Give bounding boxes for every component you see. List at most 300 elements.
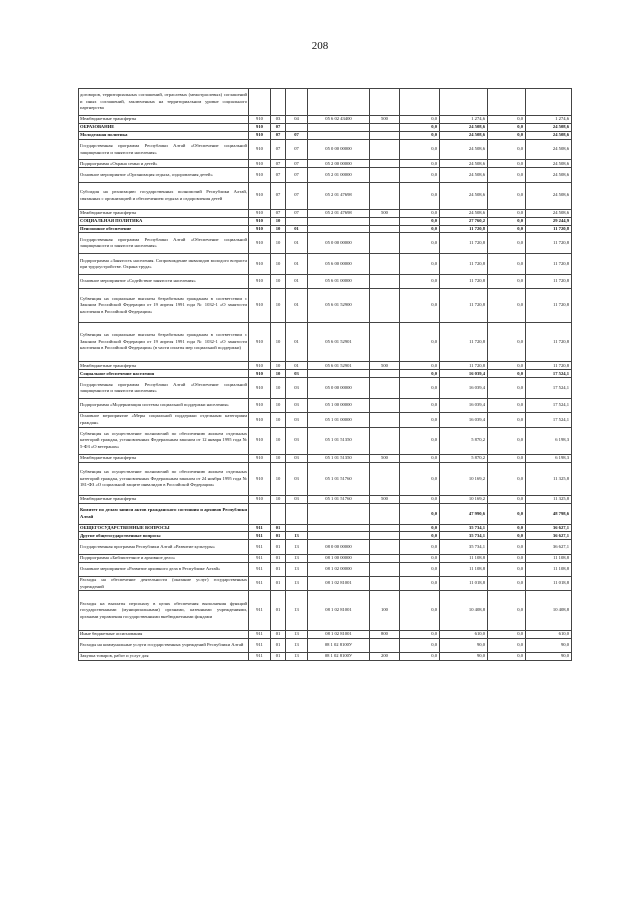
amount-1-cell: 0,0: [400, 362, 440, 370]
amount-1-cell: 0,0: [400, 576, 440, 590]
grbs-cell: 910: [249, 233, 271, 254]
amount-1-cell: 0,0: [400, 378, 440, 399]
subsection-cell: 01: [286, 254, 308, 275]
amount-1-cell: 0,0: [400, 631, 440, 639]
amount-3-cell: 0,0: [488, 116, 526, 124]
grbs-cell: 911: [249, 591, 271, 631]
subsection-cell: 13: [286, 562, 308, 576]
subsection-cell: 13: [286, 631, 308, 639]
row-name-cell: Основное мероприятие «Меры социальной поддержки отдельным категориям граждан»: [79, 413, 249, 427]
row-name-cell: Расходы на выплаты персоналу в целях обеспечения выполнения функций государственными (муниципальными) органами, казенными учреждениями, органами управления государственными внебюджетными фондами: [79, 591, 249, 631]
expense-type-cell: [370, 576, 400, 590]
table-row: [79, 413, 572, 427]
amount-1-cell: 0,0: [400, 274, 440, 288]
subsection-cell: 03: [286, 462, 308, 496]
amount-3-cell: 0,0: [488, 427, 526, 454]
subsection-cell: 01: [286, 233, 308, 254]
table-row: [79, 168, 572, 182]
row-name-cell: Расходы на коммунальные услуги государственных учреждений Республики Алтай: [79, 638, 249, 652]
amount-2-cell: 10 169,2: [440, 496, 488, 504]
grbs-cell: 911: [249, 532, 271, 540]
row-name-cell: Субсидия на реализацию государственных полномочий Республики Алтай, связанных с организацией и обеспечением отдыха и оздоровления детей: [79, 182, 249, 209]
section-cell: 07: [271, 160, 286, 168]
target-article-cell: [308, 225, 370, 233]
row-name-cell: СОЦИАЛЬНАЯ ПОЛИТИКА: [79, 217, 249, 225]
target-article-cell: 05 2 01 47698: [308, 209, 370, 217]
expense-type-cell: [370, 378, 400, 399]
target-article-cell: 08 1 02 8100У: [308, 638, 370, 652]
row-name-cell: Комитет по делам записи актов гражданского состояния и архивов Республики Алтай: [79, 503, 249, 524]
grbs-cell: 910: [249, 362, 271, 370]
target-article-cell: 05 1 00 00000: [308, 398, 370, 412]
grbs-cell: 910: [249, 427, 271, 454]
amount-3-cell: 0,0: [488, 182, 526, 209]
grbs-cell: 910: [249, 123, 271, 131]
grbs-cell: 911: [249, 653, 271, 661]
table-row: [79, 182, 572, 209]
expense-type-cell: [370, 524, 400, 532]
table-row: [79, 653, 572, 661]
row-name-cell: Межбюджетные трансферты: [79, 454, 249, 462]
grbs-cell: [249, 503, 271, 524]
amount-1-cell: 0,0: [400, 289, 440, 323]
table-row: [79, 160, 572, 168]
grbs-cell: 910: [249, 370, 271, 378]
section-cell: 10: [271, 427, 286, 454]
amount-1-cell: 0,0: [400, 116, 440, 124]
table-row: [79, 540, 572, 554]
target-article-cell: 05 6 01 52900: [308, 289, 370, 323]
expense-type-cell: [370, 182, 400, 209]
table-row: [79, 217, 572, 225]
expense-type-cell: [370, 540, 400, 554]
grbs-cell: 910: [249, 462, 271, 496]
subsection-cell: 07: [286, 139, 308, 160]
grbs-cell: 911: [249, 554, 271, 562]
row-name-cell: Основное мероприятие «Содействие занятости населения»: [79, 274, 249, 288]
row-name-cell: ОБЩЕГОСУДАРСТВЕННЫЕ ВОПРОСЫ: [79, 524, 249, 532]
table-row: [79, 378, 572, 399]
section-cell: 03: [271, 116, 286, 124]
subsection-cell: [286, 217, 308, 225]
subsection-cell: 13: [286, 576, 308, 590]
amount-2-cell: 24 508,6: [440, 182, 488, 209]
table-row: [79, 289, 572, 323]
section-cell: 10: [271, 378, 286, 399]
amount-2-cell: 1 274,6: [440, 116, 488, 124]
target-article-cell: 05 0 00 00000: [308, 233, 370, 254]
section-cell: 01: [271, 653, 286, 661]
row-name-cell: договоров, территориальных соглашений, отраслевых (межотраслевых) соглашений и иных соглашений, заключенных на территориальном уровне социального партнерства: [79, 89, 249, 116]
target-article-cell: [308, 532, 370, 540]
grbs-cell: 910: [249, 413, 271, 427]
target-article-cell: 05 1 01 00000: [308, 413, 370, 427]
table-row: [79, 576, 572, 590]
grbs-cell: 910: [249, 496, 271, 504]
expense-type-cell: 200: [370, 653, 400, 661]
amount-2-cell: 11 720,8: [440, 254, 488, 275]
amount-4-cell: 1 274,6: [526, 116, 572, 124]
amount-1-cell: 0,0: [400, 209, 440, 217]
subsection-cell: 13: [286, 653, 308, 661]
subsection-cell: 07: [286, 209, 308, 217]
grbs-cell: 910: [249, 254, 271, 275]
amount-2-cell: 11 720,8: [440, 289, 488, 323]
expense-type-cell: [370, 562, 400, 576]
amount-2-cell: 10 169,2: [440, 462, 488, 496]
grbs-cell: 910: [249, 225, 271, 233]
amount-2-cell: 47 990,6: [440, 503, 488, 524]
amount-2-cell: 610,0: [440, 631, 488, 639]
amount-2-cell: 11 018,8: [440, 576, 488, 590]
section-cell: 10: [271, 370, 286, 378]
amount-3-cell: 0,0: [488, 131, 526, 139]
target-article-cell: 05 2 00 00000: [308, 160, 370, 168]
target-article-cell: 08 1 02 00000: [308, 562, 370, 576]
amount-1-cell: 0,0: [400, 462, 440, 496]
amount-1-cell: 0,0: [400, 217, 440, 225]
subsection-cell: [286, 123, 308, 131]
section-cell: 01: [271, 540, 286, 554]
subsection-cell: 13: [286, 638, 308, 652]
amount-4-cell: 11 720,8: [526, 322, 572, 362]
section-cell: 10: [271, 274, 286, 288]
amount-1-cell: 0,0: [400, 182, 440, 209]
row-name-cell: Субвенция на осуществление полномочий по обеспечению жильем отдельных категорий граждан, установленных Федеральным законом от 24 ноября 1995 года № 181-ФЗ «О социальной защите инвалидов в Российской Федерации»: [79, 462, 249, 496]
amount-1-cell: 0,0: [400, 562, 440, 576]
amount-2-cell: [440, 89, 488, 116]
target-article-cell: [308, 131, 370, 139]
amount-3-cell: 0,0: [488, 540, 526, 554]
amount-1-cell: 0,0: [400, 322, 440, 362]
amount-4-cell: 11 720,8: [526, 362, 572, 370]
section-cell: 07: [271, 209, 286, 217]
amount-2-cell: 16 039,4: [440, 413, 488, 427]
budget-table: [78, 88, 572, 661]
amount-4-cell: 24 508,6: [526, 160, 572, 168]
amount-1-cell: 0,0: [400, 139, 440, 160]
amount-4-cell: 11 720,8: [526, 274, 572, 288]
target-article-cell: 05 6 01 52901: [308, 362, 370, 370]
subsection-cell: 03: [286, 427, 308, 454]
amount-2-cell: 10 408,8: [440, 591, 488, 631]
subsection-cell: [286, 524, 308, 532]
table-row: [79, 225, 572, 233]
grbs-cell: [249, 89, 271, 116]
amount-4-cell: 48 798,6: [526, 503, 572, 524]
section-cell: 10: [271, 398, 286, 412]
table-row: [79, 427, 572, 454]
section-cell: 10: [271, 362, 286, 370]
expense-type-cell: [370, 160, 400, 168]
target-article-cell: 05 0 00 00000: [308, 378, 370, 399]
section-cell: 01: [271, 532, 286, 540]
expense-type-cell: [370, 638, 400, 652]
amount-1-cell: 0,0: [400, 540, 440, 554]
amount-1-cell: 0,0: [400, 496, 440, 504]
expense-type-cell: 500: [370, 209, 400, 217]
amount-4-cell: 36 627,1: [526, 524, 572, 532]
amount-3-cell: 0,0: [488, 209, 526, 217]
subsection-cell: 13: [286, 591, 308, 631]
amount-4-cell: 24 508,6: [526, 123, 572, 131]
subsection-cell: 03: [286, 378, 308, 399]
target-article-cell: 05 6 01 52901: [308, 322, 370, 362]
amount-3-cell: 0,0: [488, 631, 526, 639]
subsection-cell: 01: [286, 225, 308, 233]
table-row: [79, 322, 572, 362]
subsection-cell: 13: [286, 532, 308, 540]
amount-2-cell: 24 508,6: [440, 160, 488, 168]
amount-3-cell: 0,0: [488, 591, 526, 631]
amount-4-cell: 29 244,9: [526, 217, 572, 225]
amount-3-cell: 0,0: [488, 576, 526, 590]
table-row: [79, 462, 572, 496]
row-name-cell: Государственная программа Республики Алтай «Обеспечение социальной защищенности и занятости населения»: [79, 378, 249, 399]
table-row: [79, 503, 572, 524]
amount-1-cell: 0,0: [400, 638, 440, 652]
table-row: [79, 554, 572, 562]
expense-type-cell: [370, 398, 400, 412]
amount-3-cell: 0,0: [488, 378, 526, 399]
subsection-cell: 13: [286, 540, 308, 554]
subsection-cell: [286, 503, 308, 524]
amount-4-cell: 90,0: [526, 638, 572, 652]
amount-2-cell: 90,0: [440, 638, 488, 652]
amount-1-cell: 0,0: [400, 123, 440, 131]
section-cell: 01: [271, 524, 286, 532]
subsection-cell: 07: [286, 131, 308, 139]
row-name-cell: Расходы на обеспечение деятельности (оказание услуг) государственных учреждений: [79, 576, 249, 590]
target-article-cell: 05 1 01 51760: [308, 496, 370, 504]
amount-1-cell: 0,0: [400, 532, 440, 540]
row-name-cell: Подпрограмма «Занятость населения. Сопровождение инвалидов молодого возраста при трудоустройстве. Охрана труда»: [79, 254, 249, 275]
table-row: [79, 123, 572, 131]
amount-4-cell: 17 524,1: [526, 398, 572, 412]
amount-2-cell: 11 108,8: [440, 554, 488, 562]
grbs-cell: 910: [249, 289, 271, 323]
amount-2-cell: 11 720,8: [440, 274, 488, 288]
table-row: [79, 233, 572, 254]
row-name-cell: Подпрограмма «Модернизация системы социальной поддержки населения»: [79, 398, 249, 412]
section-cell: 01: [271, 638, 286, 652]
target-article-cell: [308, 370, 370, 378]
subsection-cell: 01: [286, 322, 308, 362]
amount-2-cell: 11 108,8: [440, 562, 488, 576]
expense-type-cell: [370, 503, 400, 524]
expense-type-cell: [370, 254, 400, 275]
expense-type-cell: [370, 322, 400, 362]
table-row: [79, 631, 572, 639]
grbs-cell: 910: [249, 398, 271, 412]
grbs-cell: 910: [249, 209, 271, 217]
amount-3-cell: 0,0: [488, 653, 526, 661]
row-name-cell: Пенсионное обеспечение: [79, 225, 249, 233]
section-cell: 01: [271, 591, 286, 631]
expense-type-cell: 500: [370, 454, 400, 462]
table-row: [79, 562, 572, 576]
row-name-cell: Государственная программа Республики Алтай «Обеспечение социальной защищенности и занятости населения»: [79, 233, 249, 254]
table-row: [79, 89, 572, 116]
target-article-cell: 05 6 02 43400: [308, 116, 370, 124]
amount-4-cell: 24 508,6: [526, 168, 572, 182]
amount-1-cell: 0,0: [400, 653, 440, 661]
amount-4-cell: 610,0: [526, 631, 572, 639]
table-row: [79, 524, 572, 532]
grbs-cell: 911: [249, 631, 271, 639]
target-article-cell: 05 1 01 51760: [308, 462, 370, 496]
subsection-cell: 03: [286, 413, 308, 427]
amount-2-cell: 16 039,4: [440, 398, 488, 412]
target-article-cell: 05 6 01 00000: [308, 274, 370, 288]
subsection-cell: [286, 89, 308, 116]
amount-2-cell: 24 508,6: [440, 131, 488, 139]
amount-4-cell: 17 524,1: [526, 370, 572, 378]
amount-4-cell: 10 408,8: [526, 591, 572, 631]
target-article-cell: 05 1 01 51350: [308, 454, 370, 462]
amount-3-cell: 0,0: [488, 168, 526, 182]
row-name-cell: Субвенция на социальные выплаты безработным гражданам в соответствии с Законом Российской Федерации от 19 апреля 1991 года № 1032-1 «О занятости населения в Российской Федерации»: [79, 289, 249, 323]
target-article-cell: [308, 89, 370, 116]
table-row: [79, 398, 572, 412]
amount-2-cell: 11 720,8: [440, 362, 488, 370]
amount-3-cell: 0,0: [488, 413, 526, 427]
target-article-cell: 08 0 00 00000: [308, 540, 370, 554]
amount-3-cell: 0,0: [488, 233, 526, 254]
section-cell: 10: [271, 454, 286, 462]
amount-2-cell: 35 734,1: [440, 524, 488, 532]
amount-2-cell: 16 039,4: [440, 378, 488, 399]
row-name-cell: Субвенция на осуществление полномочий по обеспечению жильем отдельных категорий граждан, установленных Федеральным законом от 12 января 1995 года № 5-ФЗ «О ветеранах»: [79, 427, 249, 454]
amount-3-cell: 0,0: [488, 454, 526, 462]
row-name-cell: Межбюджетные трансферты: [79, 116, 249, 124]
subsection-cell: 03: [286, 496, 308, 504]
row-name-cell: Молодежная политика: [79, 131, 249, 139]
amount-1-cell: 0,0: [400, 503, 440, 524]
table-row: [79, 209, 572, 217]
amount-2-cell: 35 734,1: [440, 532, 488, 540]
table-row: [79, 274, 572, 288]
amount-4-cell: 6 198,3: [526, 427, 572, 454]
section-cell: 07: [271, 123, 286, 131]
expense-type-cell: [370, 233, 400, 254]
target-article-cell: 05 2 01 47698: [308, 182, 370, 209]
expense-type-cell: [370, 554, 400, 562]
grbs-cell: 910: [249, 131, 271, 139]
amount-2-cell: 16 039,4: [440, 370, 488, 378]
section-cell: [271, 503, 286, 524]
grbs-cell: 910: [249, 322, 271, 362]
expense-type-cell: 500: [370, 362, 400, 370]
section-cell: 10: [271, 254, 286, 275]
target-article-cell: 08 1 02 81001: [308, 591, 370, 631]
amount-3-cell: 0,0: [488, 362, 526, 370]
expense-type-cell: [370, 289, 400, 323]
section-cell: 07: [271, 139, 286, 160]
expense-type-cell: 500: [370, 116, 400, 124]
amount-3-cell: [488, 89, 526, 116]
amount-3-cell: 0,0: [488, 160, 526, 168]
subsection-cell: 01: [286, 274, 308, 288]
target-article-cell: 08 1 02 8100У: [308, 653, 370, 661]
subsection-cell: 07: [286, 168, 308, 182]
amount-2-cell: 24 508,6: [440, 139, 488, 160]
expense-type-cell: [370, 413, 400, 427]
amount-2-cell: 27 760,2: [440, 217, 488, 225]
amount-2-cell: 5 870,2: [440, 427, 488, 454]
subsection-cell: 13: [286, 554, 308, 562]
section-cell: 10: [271, 233, 286, 254]
grbs-cell: 911: [249, 576, 271, 590]
section-cell: 01: [271, 562, 286, 576]
amount-4-cell: 11 720,8: [526, 233, 572, 254]
grbs-cell: 911: [249, 540, 271, 554]
amount-1-cell: 0,0: [400, 454, 440, 462]
amount-3-cell: 0,0: [488, 562, 526, 576]
amount-3-cell: 0,0: [488, 139, 526, 160]
expense-type-cell: [370, 89, 400, 116]
amount-2-cell: 11 720,8: [440, 225, 488, 233]
expense-type-cell: [370, 217, 400, 225]
row-name-cell: ОБРАЗОВАНИЕ: [79, 123, 249, 131]
amount-1-cell: 0,0: [400, 254, 440, 275]
target-article-cell: 08 1 00 00000: [308, 554, 370, 562]
grbs-cell: 911: [249, 524, 271, 532]
amount-4-cell: 11 325,8: [526, 496, 572, 504]
amount-4-cell: 36 627,1: [526, 540, 572, 554]
expense-type-cell: 100: [370, 591, 400, 631]
table-row: [79, 454, 572, 462]
amount-3-cell: 0,0: [488, 462, 526, 496]
expense-type-cell: [370, 532, 400, 540]
amount-2-cell: 24 508,6: [440, 168, 488, 182]
grbs-cell: 910: [249, 217, 271, 225]
expense-type-cell: 800: [370, 631, 400, 639]
table-row: [79, 370, 572, 378]
amount-4-cell: 24 508,6: [526, 182, 572, 209]
table-row: [79, 131, 572, 139]
row-name-cell: Закупка товаров, работ и услуг для: [79, 653, 249, 661]
amount-3-cell: 0,0: [488, 496, 526, 504]
amount-1-cell: 0,0: [400, 168, 440, 182]
row-name-cell: Другие общегосударственные вопросы: [79, 532, 249, 540]
section-cell: [271, 89, 286, 116]
subsection-cell: 01: [286, 289, 308, 323]
amount-1-cell: 0,0: [400, 591, 440, 631]
amount-1-cell: 0,0: [400, 225, 440, 233]
grbs-cell: 910: [249, 182, 271, 209]
subsection-cell: 04: [286, 116, 308, 124]
amount-3-cell: 0,0: [488, 274, 526, 288]
subsection-cell: 03: [286, 398, 308, 412]
amount-4-cell: 11 108,8: [526, 554, 572, 562]
target-article-cell: [308, 503, 370, 524]
row-name-cell: Основное мероприятие «Развитие архивного дела в Республике Алтай»: [79, 562, 249, 576]
amount-3-cell: 0,0: [488, 638, 526, 652]
amount-4-cell: 11 720,8: [526, 254, 572, 275]
amount-1-cell: 0,0: [400, 554, 440, 562]
amount-4-cell: 24 508,6: [526, 139, 572, 160]
amount-4-cell: 6 198,3: [526, 454, 572, 462]
expense-type-cell: [370, 123, 400, 131]
page-number: 208: [311, 40, 329, 52]
amount-4-cell: 11 720,8: [526, 225, 572, 233]
expense-type-cell: [370, 370, 400, 378]
expense-type-cell: [370, 274, 400, 288]
table-row: [79, 116, 572, 124]
amount-1-cell: [400, 89, 440, 116]
target-article-cell: [308, 217, 370, 225]
